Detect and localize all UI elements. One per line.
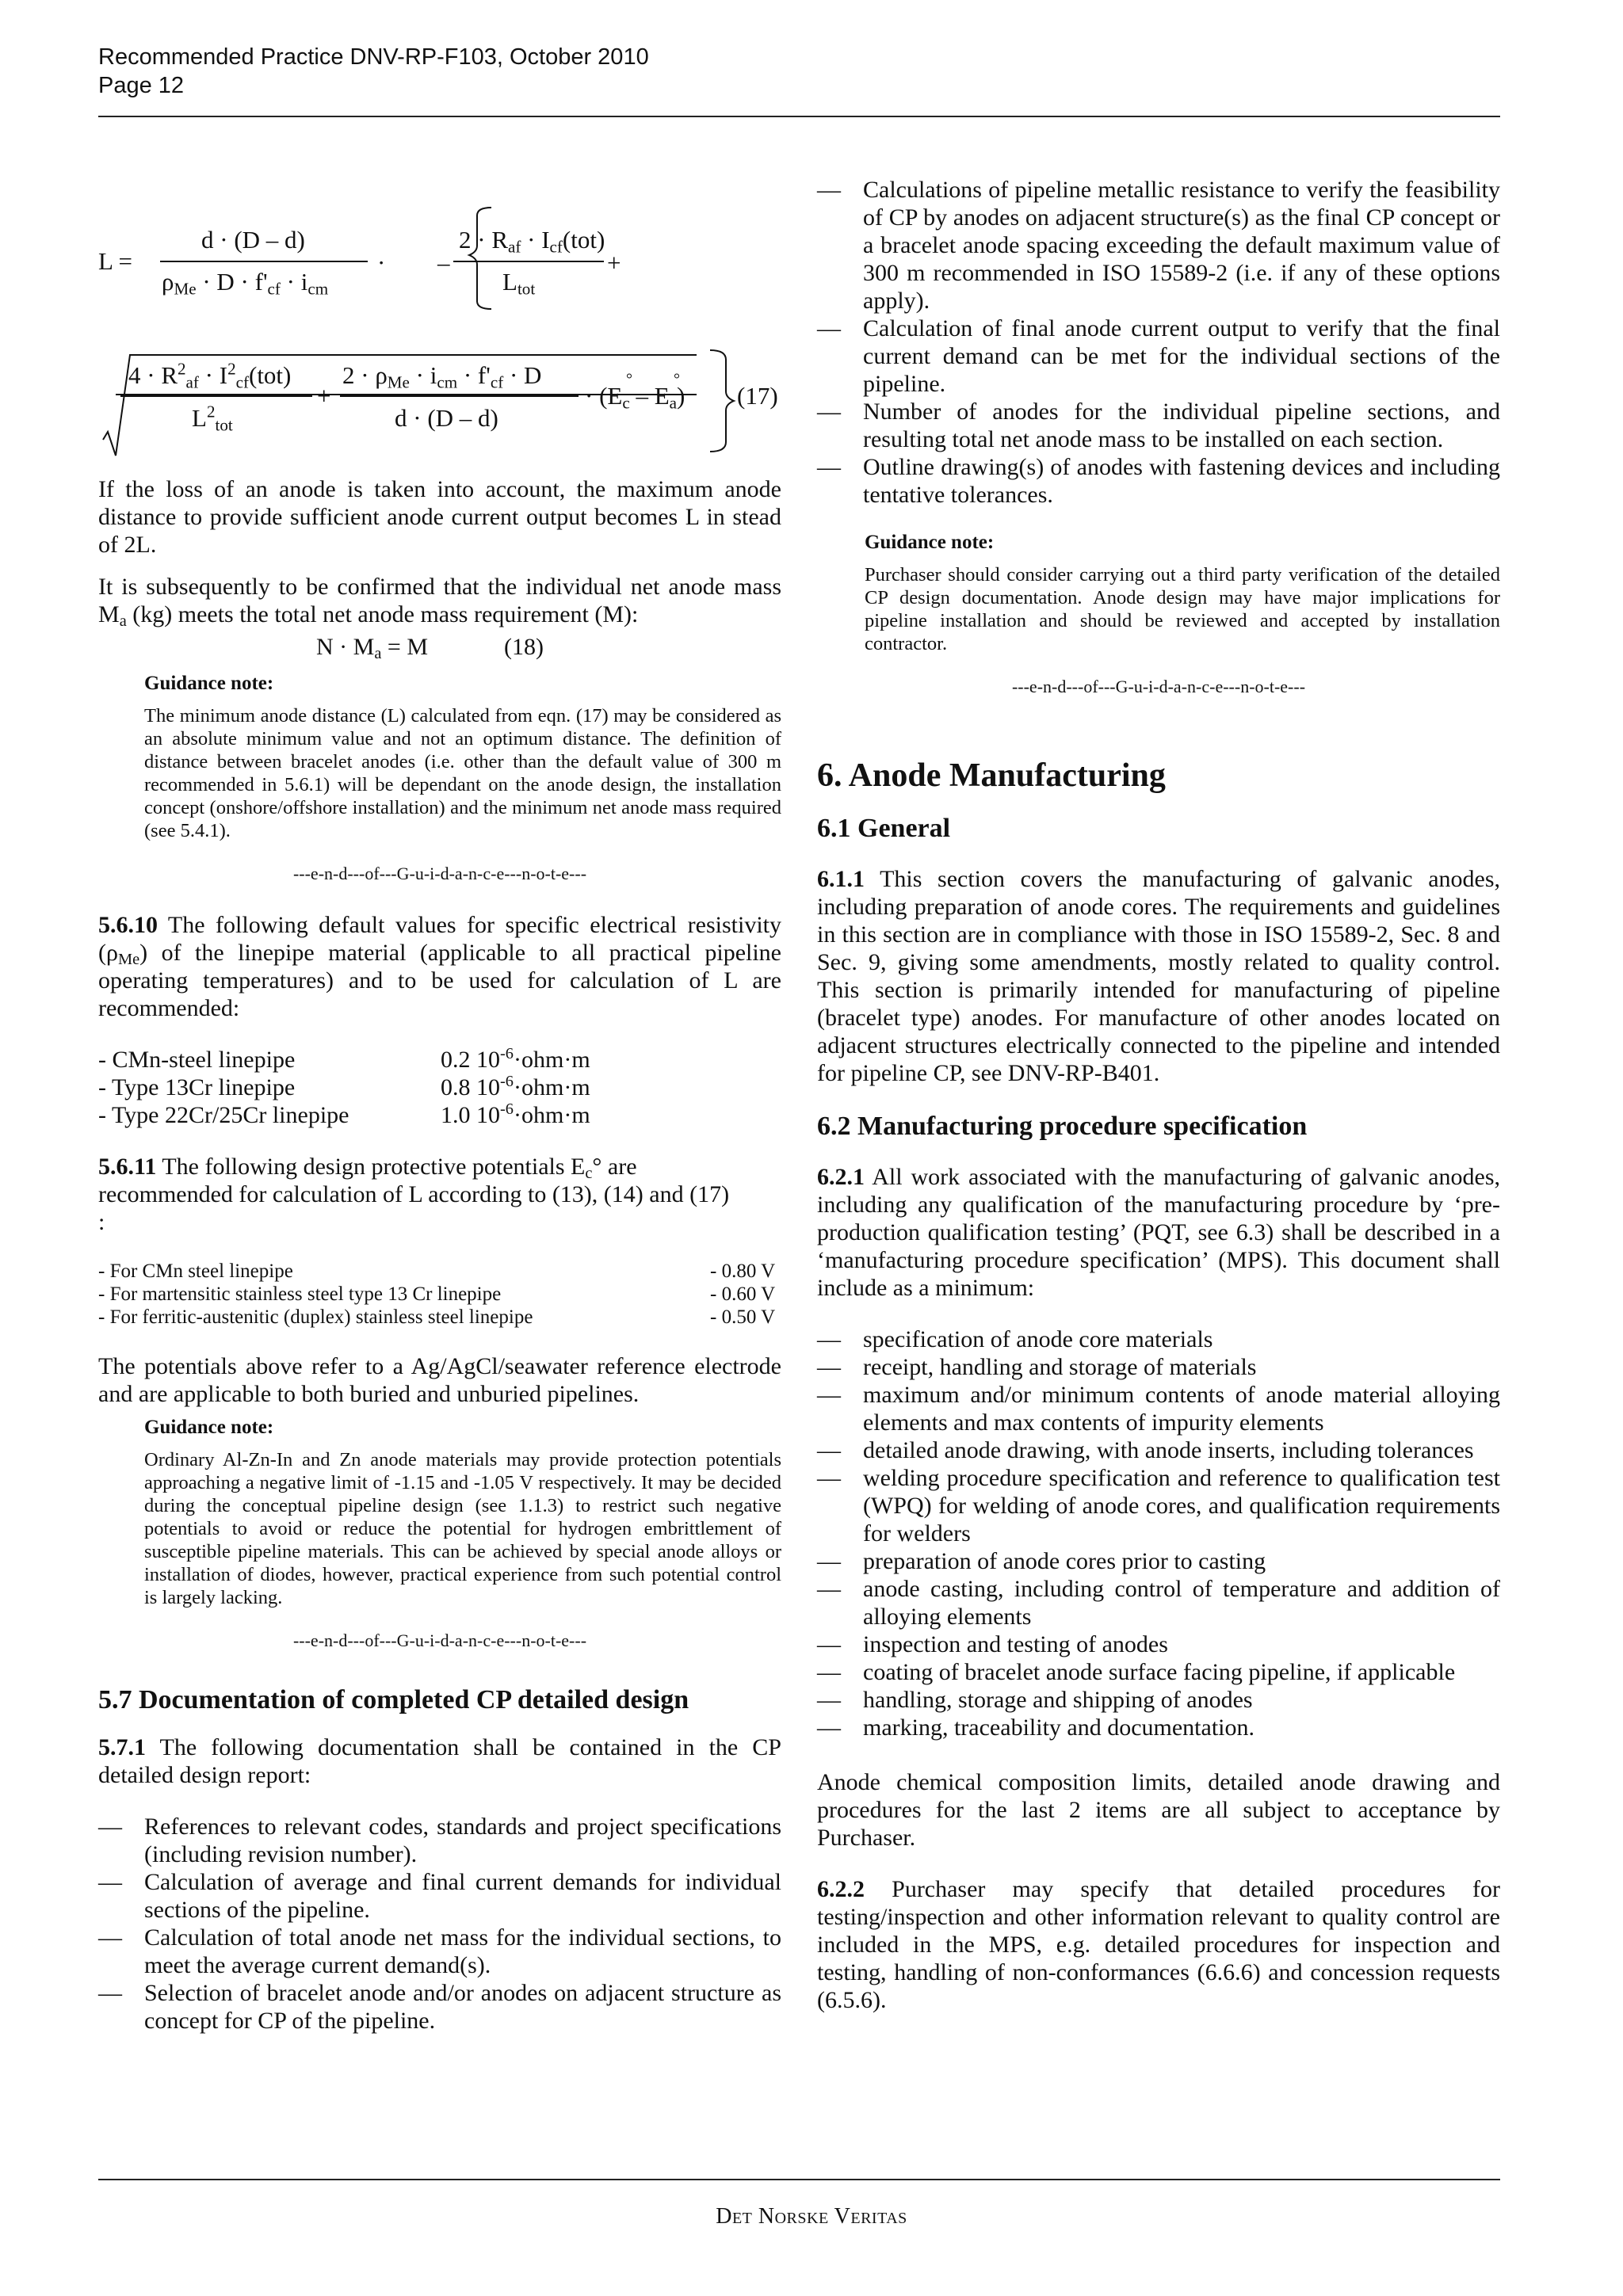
list-item: — Number of anodes for the individual pipeline sections, and resulting total net anode mass to be installed on each section. — [817, 398, 1500, 453]
list-item: — welding procedure specification and reference to qualification test (WPQ) for welding of anode cores, and qualification requirements for welders — [817, 1464, 1500, 1547]
eq-frac2-num: $2 \cdot R_{af} \cdot I_{cf}(tot)$ — [459, 226, 605, 257]
guidance-note-2 — [144, 1416, 781, 1609]
header-title: Recommended Practice DNV-RP-F103, October 2010 — [98, 44, 649, 70]
resistivity-table — [98, 1046, 590, 1129]
list-item: — maximum and/or minimum contents of anode material alloying elements and max contents of impurity elements — [817, 1381, 1500, 1436]
paragraph-net-mass: It is subsequently to be confirmed that the individual net anode mass $M_a$ (kg) meets the total net anode mass requirement (M): — [98, 574, 781, 631]
section-5-7-heading: 5.7 Documentation of completed CP detailed design — [98, 1685, 689, 1714]
clause-6-2-2: 6.2.2 Purchaser may specify that detailed procedures for testing/inspection and other information relevant to quality control are included in the MPS, e.g. detailed procedures for inspection and testing, handling of non-conformances (6.6.6) and concession requests (6.5.6). — [817, 1876, 1500, 2013]
guidance-text: Purchaser should consider carrying out a third party verification of the detailed CP design documentation. Anode design may have major implications for pipeline installation and should be reviewed and accepted by installation contractor. — [865, 564, 1500, 654]
chapter-6-heading: 6. Anode Manufacturing — [817, 757, 1166, 794]
guidance-note-1 — [144, 672, 781, 842]
list-item: — Calculation of average and final current demands for individual sections of the pipeline. — [98, 1868, 781, 1924]
left-brace — [469, 208, 491, 309]
list-item: — inspection and testing of anodes — [817, 1630, 1500, 1658]
paragraph-anode-loss: If the loss of an anode is taken into account, the maximum anode distance to provide sufficient anode current output becomes L in stead of 2L. — [98, 476, 781, 558]
mps-requirements-list — [817, 1325, 1500, 1741]
eq-lhs: L = — [98, 247, 133, 275]
eq-plus-1: + — [607, 249, 621, 277]
section-6-2-heading: 6.2 Manufacturing procedure specification — [817, 1112, 1308, 1141]
section-6-1-heading: 6.1 General — [817, 814, 951, 843]
eq-frac2-den: $L_{tot}$ — [502, 268, 536, 299]
table-row: - Type 22Cr/25Cr linepipe 1.0 $10^{-6}\cdot ohm\cdot m$ — [98, 1100, 590, 1128]
page-footer — [0, 2204, 1623, 2229]
guidance-title: Guidance note: — [144, 1417, 274, 1438]
guidance-text: Ordinary Al-Zn-In and Zn anode materials may provide protection potentials approaching a negative limit of -1.15 and -1.05 V respectively. It may be decided during the conceptual pipeline design (see 1.1.3) to restrict such negative potentials to avoid or reduce the potential for hydrogen embrittlement of susceptible pipeline materials. This can be achieved by special anode alloys or installation of diodes, however, practical experience from such potential control is largely lacking. — [144, 1449, 781, 1608]
guidance-end-marker: ---e-n-d---of---G-u-i-d-a-n-c-e---n-o-t-e--- — [292, 1630, 587, 1650]
guidance-title: Guidance note: — [144, 673, 274, 694]
right-brace — [710, 350, 734, 452]
eq-minus: – — [437, 249, 450, 277]
equation-17 — [98, 166, 781, 475]
eq-potential-diff: · $(E_c - E_a)$ — [585, 382, 685, 413]
clause-5-6-11: 5.6.11 The following design protective potentials $E_c^\circ$ are recommended for calculation of L according to (13), (14) and (17) : — [98, 1154, 730, 1235]
eq-frac3-den: $L^2_{tot}$ — [192, 402, 233, 435]
guidance-end-marker: ---e-n-d---of---G-u-i-d-a-n-c-e---n-o-t-e--- — [1011, 677, 1306, 696]
table-row: - Type 13Cr linepipe 0.8 $10^{-6}\cdot ohm\cdot m$ — [98, 1072, 590, 1100]
paragraph-chemical-limits: Anode chemical composition limits, detailed anode drawing and procedures for the last 2 items are all subject to acceptance by Purchaser. — [817, 1769, 1500, 1851]
header-page-number: Page 12 — [98, 73, 185, 98]
list-item: — Outline drawing(s) of anodes with fastening devices and including tentative tolerances. — [817, 453, 1500, 509]
eq-number-18: (18) — [504, 634, 544, 660]
guidance-end-marker: ---e-n-d---of---G-u-i-d-a-n-c-e---n-o-t-e--- — [292, 864, 587, 883]
list-item: — specification of anode core materials — [817, 1325, 1500, 1353]
table-row: - CMn-steel linepipe 0.2 $10^{-6}\cdot ohm\cdot m$ — [98, 1044, 590, 1073]
eq-frac4-num: $2 \cdot \rho_{Me} \cdot i_{cm} \cdot f'_{cf} \cdot D$ — [342, 361, 542, 392]
clause-5-7-1: 5.7.1 The following documentation shall be contained in the CP detailed design report: — [98, 1734, 781, 1788]
eq-dot: · — [377, 249, 386, 277]
page-header — [98, 43, 649, 100]
table-row: - For ferritic-austenitic (duplex) stainless steel linepipe - 0.50 V — [98, 1306, 776, 1328]
right-column — [817, 176, 1500, 2028]
table-row: - For CMn steel linepipe - 0.80 V — [98, 1261, 776, 1282]
clause-6-2-1: 6.2.1 All work associated with the manufacturing of galvanic anodes, including any qualification of the manufacturing procedure by ‘pre-production qualification testing’ (PQT, see 6.3) shall be described in a ‘manufacturing procedure specification’ (MPS). This document shall include as a minimum: — [817, 1164, 1500, 1301]
clause-5-6-10: 5.6.10 The following default values for specific electrical resistivity $(\rho_{Me})$ of the linepipe material (applicable to all practical pipeline operating temperatures) and to be used for calculation of L are recommended: — [98, 912, 781, 1021]
documentation-list-continued — [817, 176, 1500, 509]
list-item: — Calculation of final anode current output to verify that the final current demand can be met for the individual sections of the pipeline. — [817, 315, 1500, 398]
potentials-table — [98, 1260, 781, 1329]
eq-degree-a: ° — [674, 371, 680, 388]
clause-6-1-1: 6.1.1 This section covers the manufacturing of galvanic anodes, including preparation of anode cores. The requirements and guidelines in this section are in compliance with those in ISO 15589-2, Sec. 8 and Sec. 9, giving some amendments, mostly related to quality control. This section is primarily intended for manufacturing of pipeline (bracelet type) anodes. For manufacture of other anodes located on adjacent structures electrically connected to the pipeline and intended for pipeline CP, see DNV-RP-B401. — [817, 866, 1500, 1086]
guidance-text: The minimum anode distance (L) calculated from eqn. (17) may be considered as an absolute minimum value and not an optimum distance. The definition of distance between bracelet anodes (i.e. other than the default value of 300 m recommended in 5.6.1) will be dependant on the anode design, the installation concept (onshore/offshore installation) and the minimum net anode mass required (see 5.4.1). — [144, 705, 781, 841]
table-row: - For martensitic stainless steel type 13 Cr linepipe - 0.60 V — [98, 1283, 776, 1305]
eq-frac3-num: $4 \cdot R^2_{af} \cdot I^2_{cf}(tot)$ — [128, 359, 292, 392]
equation-18: $N \cdot M_a = M$ (18) — [316, 634, 544, 663]
list-item: — receipt, handling and storage of materials — [817, 1353, 1500, 1381]
eq-frac1-num: d · (D – d) — [201, 226, 305, 254]
eq-frac4-den: d · (D – d) — [395, 404, 498, 432]
eq-degree-c: ° — [626, 371, 632, 388]
list-item: — detailed anode drawing, with anode inserts, including tolerances — [817, 1436, 1500, 1464]
guidance-note-3 — [865, 531, 1500, 655]
list-item: — Calculations of pipeline metallic resistance to verify the feasibility of CP by anodes on adjacent structure(s) as the final CP concept or a bracelet anode spacing exceeding the default maximum value of 300 m recommended in ISO 15589-2 (i.e. if any of these options apply). — [817, 176, 1500, 315]
header-rule — [98, 116, 1500, 117]
footer-publisher: Det Norske Veritas — [716, 2204, 907, 2229]
eq-number-17: (17) — [737, 382, 778, 410]
list-item: — preparation of anode cores prior to casting — [817, 1547, 1500, 1575]
list-item: — Calculation of total anode net mass for the individual sections, to meet the average current demand(s). — [98, 1924, 781, 1979]
documentation-list — [98, 1813, 781, 2035]
eq-frac1-den: $\rho_{Me} \cdot D \cdot f'_{cf} \cdot i_{cm}$ — [162, 268, 329, 299]
paragraph-reference-electrode: The potentials above refer to a Ag/AgCl/seawater reference electrode and are applicable to both buried and unburied pipelines. — [98, 1353, 781, 1407]
list-item: — Selection of bracelet anode and/or anodes on adjacent structure as concept for CP of the pipeline. — [98, 1979, 781, 2035]
list-item: — handling, storage and shipping of anodes — [817, 1686, 1500, 1714]
left-column — [98, 166, 781, 2058]
list-item: — marking, traceability and documentation. — [817, 1714, 1500, 1741]
eq-plus-2: + — [317, 382, 331, 410]
list-item: — anode casting, including control of temperature and addition of alloying elements — [817, 1575, 1500, 1630]
footer-rule — [98, 2179, 1500, 2180]
guidance-title: Guidance note: — [865, 532, 995, 553]
list-item: — coating of bracelet anode surface facing pipeline, if applicable — [817, 1658, 1500, 1686]
list-item: — References to relevant codes, standards and project specifications (including revision number). — [98, 1813, 781, 1868]
